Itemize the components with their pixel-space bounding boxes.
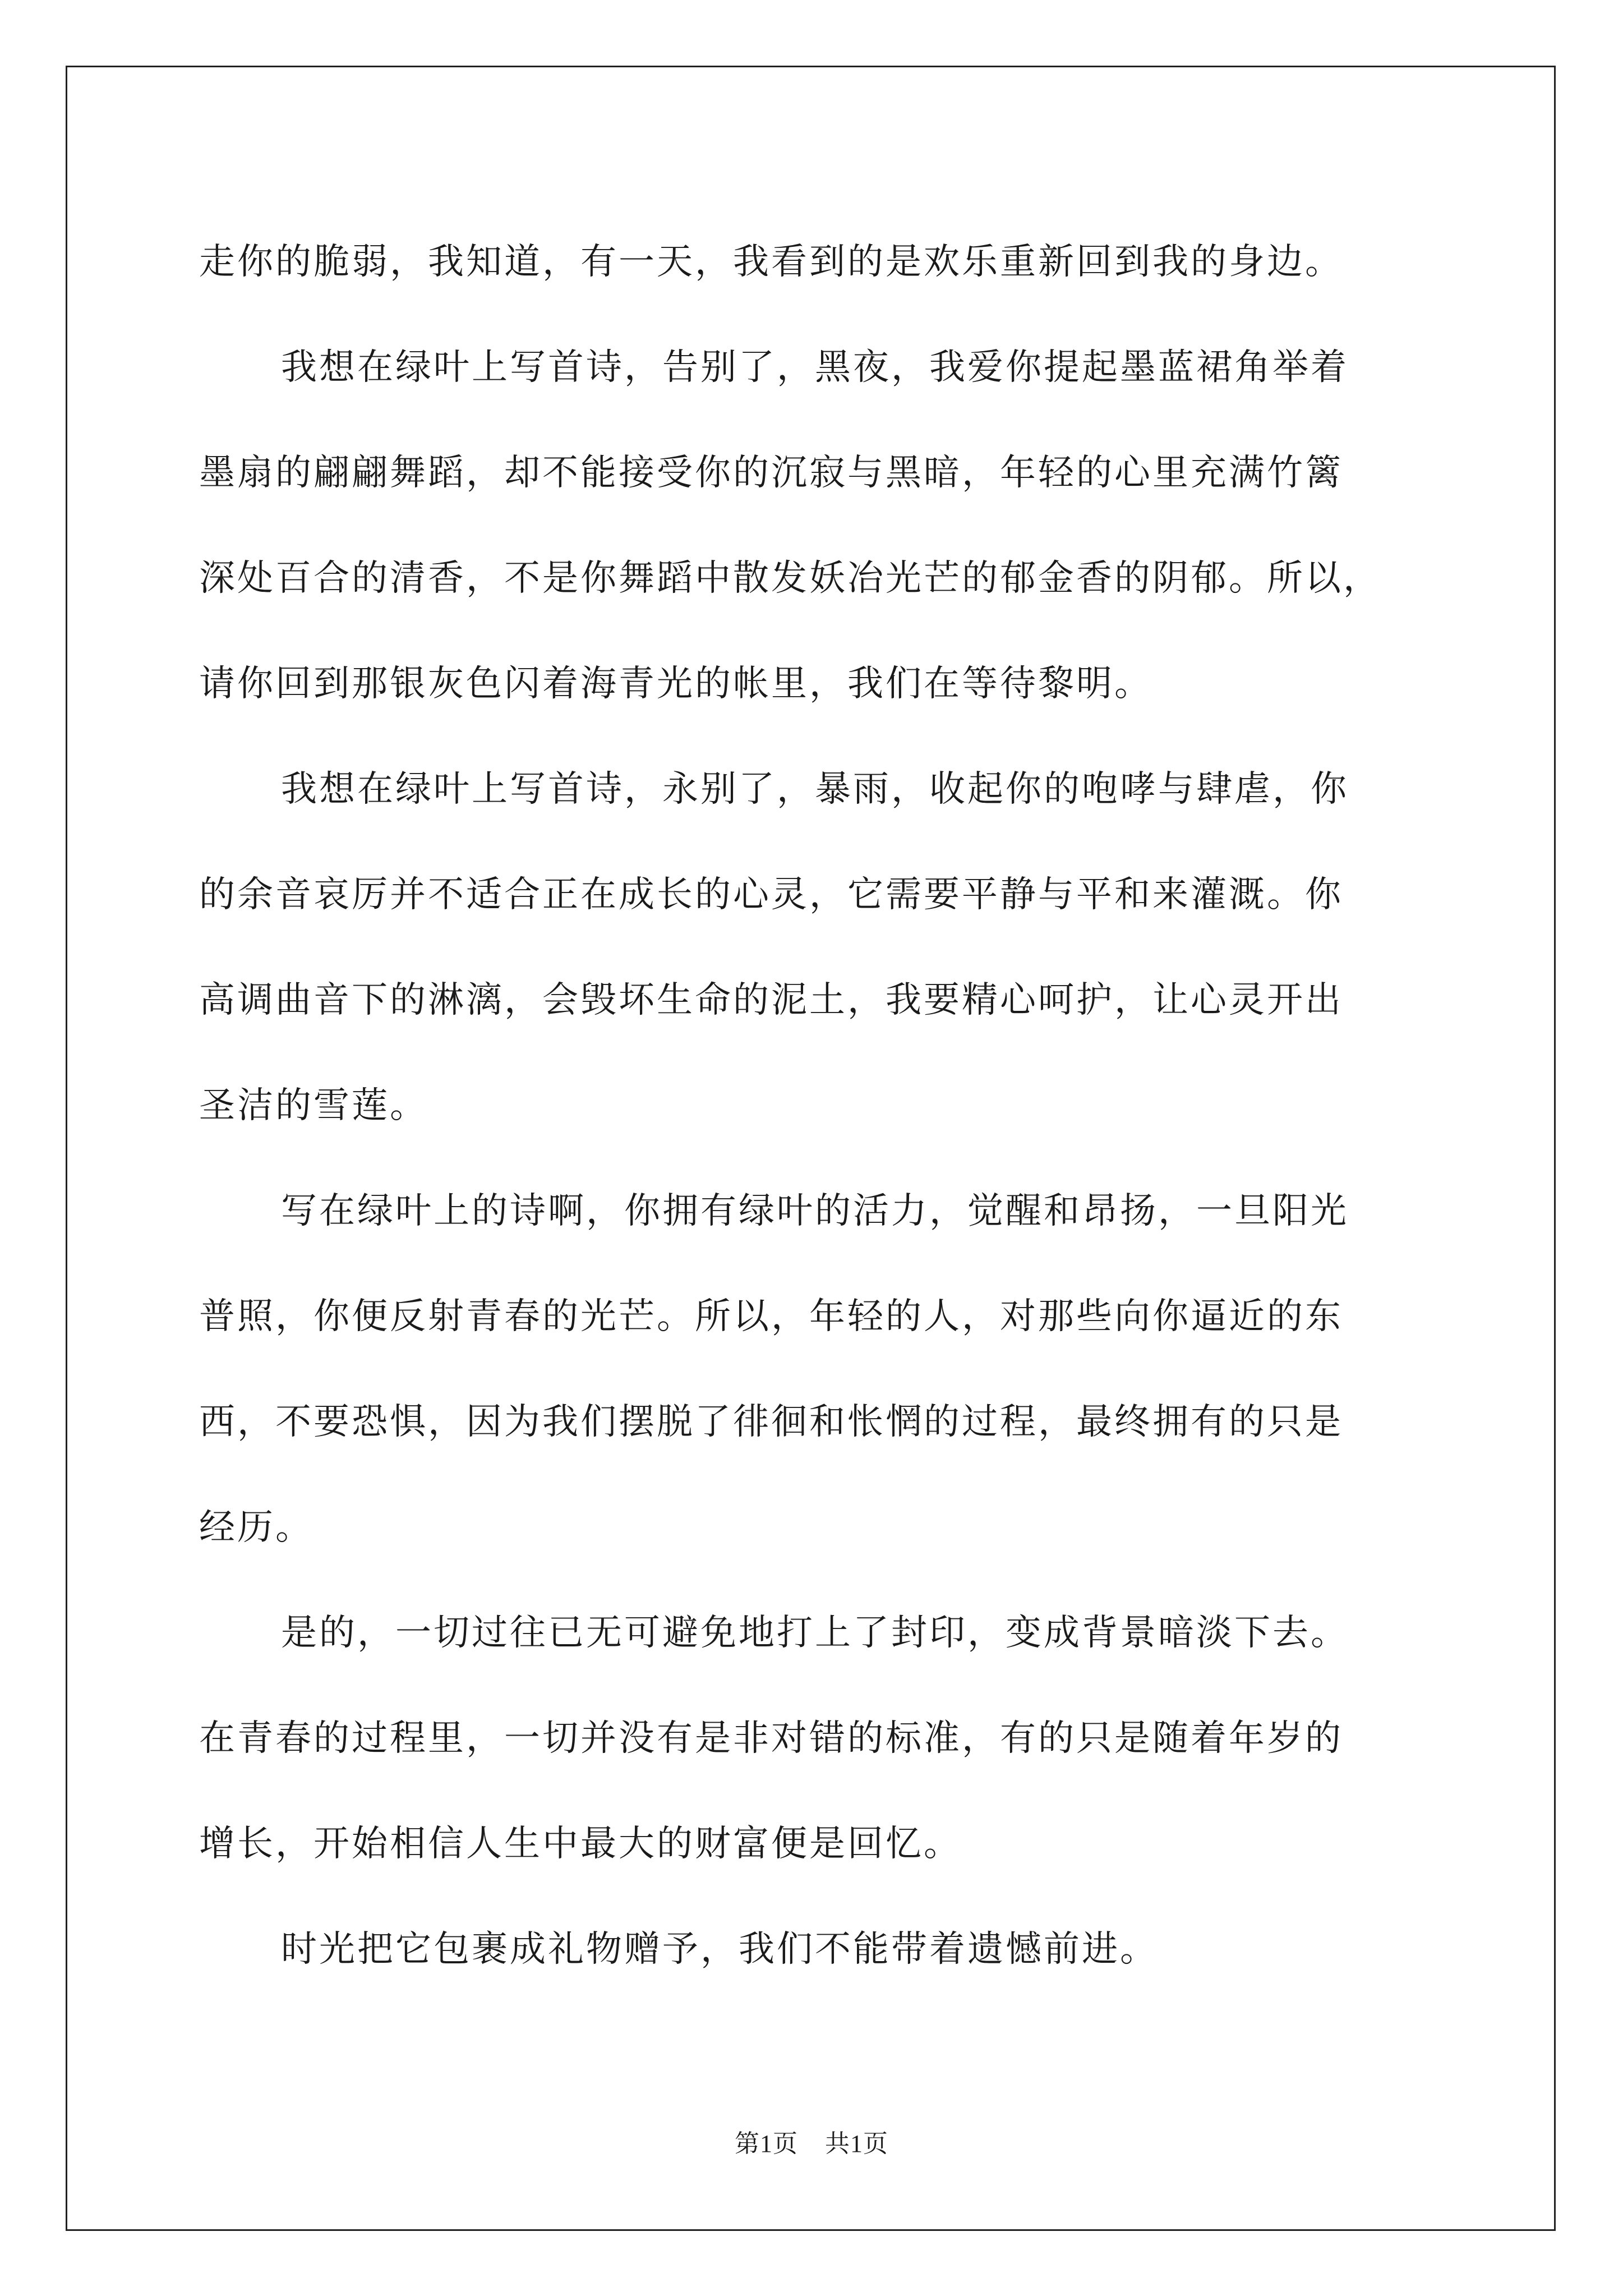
page-number: 第1页 — [735, 2130, 798, 2157]
text-line-7: 的余音哀厉并不适合正在成长的心灵，它需要平静与平和来灌溉。你 — [199, 874, 1343, 915]
text-line-2: 我想在绿叶上写首诗，告别了，黑夜，我爱你提起墨蓝裙角举着 — [281, 347, 1349, 388]
text-line-13: 经历。 — [199, 1507, 313, 1548]
page-total: 共1页 — [825, 2130, 888, 2157]
text-line-12: 西，不要恐惧，因为我们摆脱了徘徊和怅惘的过程，最终拥有的只是 — [199, 1401, 1343, 1443]
text-line-14: 是的，一切过往已无可避免地打上了封印，变成背景暗淡下去。 — [281, 1612, 1349, 1654]
page-footer — [0, 2123, 1623, 2159]
document-body — [199, 209, 1433, 2002]
text-line-16: 增长，开始相信人生中最大的财富便是回忆。 — [199, 1823, 962, 1865]
text-line-11: 普照，你便反射青春的光芒。所以，年轻的人，对那些向你逼近的东 — [199, 1296, 1343, 1337]
text-line-1: 走你的脆弱，我知道，有一天，我看到的是欢乐重新回到我的身边。 — [199, 241, 1343, 283]
text-line-9: 圣洁的雪莲。 — [199, 1085, 428, 1126]
text-line-15: 在青春的过程里，一切并没有是非对错的标准，有的只是随着年岁的 — [199, 1718, 1343, 1759]
text-line-10: 写在绿叶上的诗啊，你拥有绿叶的活力，觉醒和昂扬，一旦阳光 — [281, 1190, 1349, 1232]
text-line-17: 时光把它包裹成礼物赠予，我们不能带着遗憾前进。 — [281, 1929, 1158, 1970]
text-line-4: 深处百合的清香，不是你舞蹈中散发妖冶光芒的郁金香的阴郁。所以， — [199, 558, 1381, 599]
text-line-5: 请你回到那银灰色闪着海青光的帐里，我们在等待黎明。 — [199, 663, 1152, 705]
text-line-8: 高调曲音下的淋漓，会毁坏生命的泥土，我要精心呵护，让心灵开出 — [199, 979, 1343, 1021]
text-line-3: 墨扇的翩翩舞蹈，却不能接受你的沉寂与黑暗，年轻的心里充满竹篱 — [199, 452, 1343, 494]
text-line-6: 我想在绿叶上写首诗，永别了，暴雨，收起你的咆哮与肆虐，你 — [281, 769, 1349, 810]
